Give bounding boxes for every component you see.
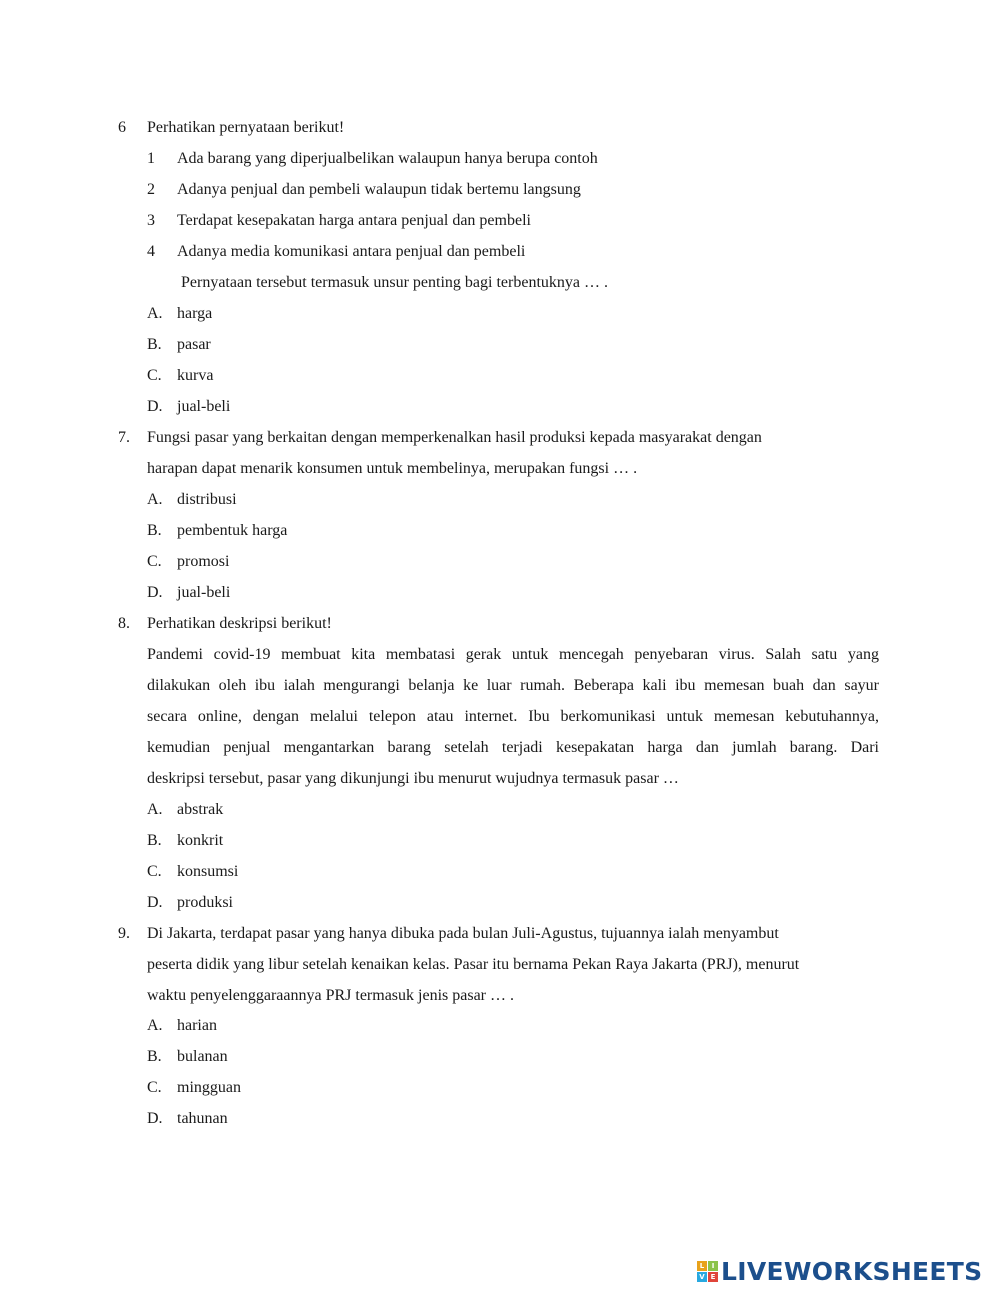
option-answer[interactable]: tahunan (177, 1110, 228, 1127)
question-6-number: 6 (118, 119, 126, 136)
question-9-line: peserta didik yang libur setelah kenaikan kelas. Pasar itu bernama Pekan Raya Jakarta (PRJ), menurut (147, 956, 800, 973)
option-letter: D. (147, 1110, 163, 1127)
option-answer[interactable]: jual-beli (177, 584, 231, 601)
option-letter: C. (147, 553, 162, 570)
option-letter: A. (147, 491, 163, 508)
question-8-number: 8. (118, 615, 130, 632)
option-answer[interactable]: bulanan (177, 1048, 228, 1065)
option-answer[interactable]: distribusi (177, 491, 237, 508)
question-8-paragraph-line: deskripsi tersebut, pasar yang dikunjungi ibu menurut wujudnya termasuk pasar … (147, 770, 679, 787)
question-9-number: 9. (118, 925, 130, 942)
question-8-paragraph-line: kemudian penjual mengantarkan barang setelah terjadi kesepakatan harga dan jumlah barang. Dari (147, 739, 879, 756)
option-answer[interactable]: konsumsi (177, 863, 239, 880)
question-7-line: harapan dapat menarik konsumen untuk membelinya, merupakan fungsi … . (147, 460, 638, 477)
question-7-line: Fungsi pasar yang berkaitan dengan memperkenalkan hasil produksi kepada masyarakat dengan (147, 429, 762, 446)
option-letter: D. (147, 584, 163, 601)
statement-text: Adanya penjual dan pembeli walaupun tidak bertemu langsung (177, 181, 581, 198)
statement-number: 3 (147, 212, 155, 229)
option-letter: C. (147, 367, 162, 384)
option-answer[interactable]: konkrit (177, 832, 224, 849)
question-7-number: 7. (118, 429, 130, 446)
logo-block: I (708, 1261, 718, 1271)
logo-block: L (697, 1261, 707, 1271)
option-answer[interactable]: abstrak (177, 801, 224, 818)
option-letter: D. (147, 398, 163, 415)
liveworksheets-logo (697, 1256, 982, 1286)
option-letter: A. (147, 801, 163, 818)
option-letter: D. (147, 894, 163, 911)
logo-block: E (708, 1272, 718, 1282)
option-answer[interactable]: harga (177, 305, 213, 322)
option-letter: C. (147, 1079, 162, 1096)
option-letter: B. (147, 832, 162, 849)
statement-number: 2 (147, 181, 155, 198)
logo-text: LIVEWORKSHEETS (721, 1256, 983, 1286)
option-answer[interactable]: mingguan (177, 1079, 241, 1096)
question-6-prompt: Perhatikan pernyataan berikut! (147, 119, 345, 136)
option-letter: B. (147, 1048, 162, 1065)
option-answer[interactable]: promosi (177, 553, 230, 570)
question-8-paragraph-line: secara online, dengan melalui telepon atau internet. Ibu berkomunikasi untuk memesan kebutuhannya, (147, 708, 879, 725)
option-answer[interactable]: pembentuk harga (177, 522, 288, 539)
statement-text: Terdapat kesepakatan harga antara penjual dan pembeli (177, 212, 531, 229)
logo-blocks-icon (697, 1261, 718, 1282)
option-letter: B. (147, 336, 162, 353)
question-8-prompt: Perhatikan deskripsi berikut! (147, 615, 332, 632)
statement-text: Adanya media komunikasi antara penjual dan pembeli (177, 243, 526, 260)
question-9-line: waktu penyelenggaraannya PRJ termasuk jenis pasar … . (147, 987, 515, 1004)
question-8-paragraph-line: dilakukan oleh ibu ialah mengurangi belanja ke luar rumah. Beberapa kali ibu memesan buah dan sayur (147, 677, 879, 694)
question-6-stem: Pernyataan tersebut termasuk unsur penting bagi terbentuknya … . (181, 274, 608, 291)
option-letter: A. (147, 1017, 163, 1034)
option-answer[interactable]: kurva (177, 367, 214, 384)
option-answer[interactable]: pasar (177, 336, 211, 353)
option-letter: A. (147, 305, 163, 322)
option-answer[interactable]: harian (177, 1017, 217, 1034)
statement-number: 1 (147, 150, 155, 167)
option-answer[interactable]: produksi (177, 894, 233, 911)
option-letter: B. (147, 522, 162, 539)
option-answer[interactable]: jual-beli (177, 398, 231, 415)
question-8-paragraph-line: Pandemi covid-19 membuat kita membatasi gerak untuk mencegah penyebaran virus. Salah satu yang (147, 646, 879, 663)
logo-block: V (697, 1272, 707, 1282)
statement-text: Ada barang yang diperjualbelikan walaupun hanya berupa contoh (177, 150, 598, 167)
question-9-line: Di Jakarta, terdapat pasar yang hanya dibuka pada bulan Juli-Agustus, tujuannya ialah menyambut (147, 925, 779, 942)
option-letter: C. (147, 863, 162, 880)
statement-number: 4 (147, 243, 155, 260)
